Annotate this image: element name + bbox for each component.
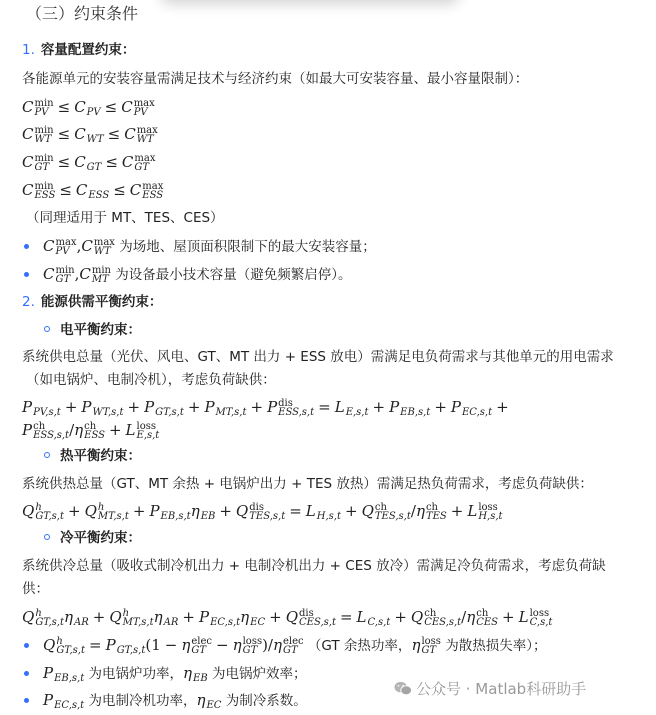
formula-pv — [22, 97, 155, 117]
math-operator: − — [216, 636, 229, 654]
math-symbol: P EB,s,t — [43, 664, 85, 684]
math-operator: ≤ — [57, 153, 71, 171]
math-symbol: P dis ESS,s,t — [267, 398, 315, 418]
math-symbol: η EB — [190, 502, 216, 522]
formula-peb — [43, 664, 84, 682]
math-symbol: Q dis TES,s,t — [235, 502, 286, 522]
bullet-text: 为电制冷机功率， — [84, 693, 197, 709]
cold-desc-1: 系统供冷总量（吸收式制冷机出力 + 电制冷机出力 + CES 放冷）需满足冷负荷需求，考虑负荷缺 — [22, 558, 606, 574]
formula-elec-1 — [22, 397, 513, 417]
math-symbol: η ch CES — [466, 608, 499, 628]
bullet-dot — [24, 244, 29, 249]
math-operator: + — [219, 502, 232, 520]
math-operator: ≤ — [57, 98, 71, 116]
math-operator: ≤ — [59, 181, 72, 199]
math-symbol: C max GT — [121, 153, 156, 173]
math-operator: + — [250, 398, 264, 416]
math-symbol: L C,s,t — [356, 608, 391, 628]
math-operator: + — [269, 608, 282, 626]
item1-heading — [22, 40, 135, 60]
math-symbol: L H,s,t — [305, 502, 341, 522]
formula-gt — [22, 152, 156, 172]
formula-eta-ec — [197, 691, 222, 709]
elec-desc-2: （如电锅炉、电制冷机），考虑负荷缺供： — [26, 372, 276, 388]
math-symbol: P EC,s,t — [450, 398, 493, 418]
math-symbol: C max WT — [81, 237, 115, 257]
math-operator: + — [132, 502, 146, 520]
math-operator: (1 — [145, 636, 161, 654]
circle-bullet — [44, 452, 50, 458]
math-symbol: η AR — [153, 608, 179, 628]
math-operator: / — [461, 608, 467, 626]
math-symbol: C min ESS — [22, 181, 56, 201]
math-operator: + — [434, 398, 447, 416]
math-symbol: P ch ESS,s,t — [22, 421, 70, 441]
math-operator: ≤ — [107, 125, 121, 143]
heat-desc: 系统供热总量（GT、MT 余热 + 电锅炉出力 + TES 放热）需满足热负荷需求，考虑负荷缺供： — [22, 476, 593, 492]
math-operator: + — [502, 608, 515, 626]
math-operator: , — [76, 237, 82, 255]
math-symbol: Q h GT,s,t — [43, 636, 86, 656]
formula-wt — [22, 124, 158, 144]
math-operator: ≤ — [105, 153, 118, 171]
math-operator: + — [127, 398, 141, 416]
wechat-icon — [394, 681, 412, 696]
math-symbol: C max ESS — [129, 181, 164, 201]
math-symbol: L loss E,s,t — [125, 421, 160, 441]
math-operator: , — [74, 265, 80, 283]
heading-text: 能源供需平衡约束： — [40, 294, 163, 310]
math-symbol: C min GT — [22, 153, 54, 173]
math-symbol: η ch TES — [415, 502, 447, 522]
math-operator: + — [68, 502, 81, 520]
math-symbol: C GT — [74, 153, 102, 173]
math-operator: + — [450, 502, 464, 520]
math-symbol: C max WT — [124, 125, 158, 145]
math-symbol: C min MT — [79, 265, 111, 285]
list-number: 2. — [22, 294, 35, 310]
math-symbol: Q h GT,s,t — [22, 502, 65, 522]
math-operator: + — [92, 608, 106, 626]
bullet-dot — [24, 272, 29, 277]
bullet-eb — [22, 663, 307, 683]
heading-text: 热平衡约束： — [60, 448, 141, 464]
circle-bullet — [44, 326, 50, 332]
formula-min — [43, 265, 111, 283]
formula-pec — [43, 691, 84, 709]
formula-max — [43, 237, 115, 255]
math-operator: + — [182, 608, 195, 626]
bullet-text: 为电锅炉功率， — [84, 666, 184, 682]
math-symbol: P EB,s,t — [149, 502, 191, 522]
math-symbol: η elec GT — [181, 636, 213, 656]
bullet-text: 为设备最小技术容量（避免频繁启停）。 — [111, 267, 352, 283]
list-number: 1. — [22, 42, 35, 58]
math-symbol: P PV,s,t — [22, 398, 61, 418]
watermark-text: 公众号 · Matlab科研助手 — [416, 680, 587, 698]
math-operator: / — [410, 502, 416, 520]
heat-heading — [44, 446, 141, 466]
math-symbol: Q ch CES,s,t — [410, 608, 462, 628]
math-operator: ≤ — [113, 181, 126, 199]
math-operator: + — [496, 398, 509, 416]
math-symbol: C min GT — [43, 265, 75, 285]
math-symbol: C ESS — [75, 181, 110, 201]
item1-intro: 各能源单元的安装容量需满足技术与经济约束（如最大可安装容量、最小容量限制）： — [22, 71, 529, 87]
cold-desc-2: 供： — [22, 581, 49, 597]
math-symbol: C max PV — [43, 237, 77, 257]
section-title: （三）约束条件 — [26, 4, 139, 23]
math-symbol: P GT,s,t — [144, 398, 184, 418]
math-symbol: η loss GT — [411, 636, 441, 656]
math-operator: ≤ — [104, 98, 118, 116]
math-symbol: L loss C,s,t — [518, 608, 553, 628]
math-operator: + — [345, 502, 358, 520]
math-operator: )/ — [262, 636, 273, 654]
bullet-text: 为制冷系数。 — [221, 693, 307, 709]
math-symbol: Q h MT,s,t — [109, 608, 154, 628]
formula-elec-2 — [22, 420, 159, 440]
bullet-text: 为场地、屋顶面积限制下的最大安装容量； — [114, 239, 376, 255]
math-symbol: P MT,s,t — [204, 398, 247, 418]
formula-qgt — [43, 636, 304, 654]
formula-cold — [22, 607, 552, 627]
math-symbol: L E,s,t — [334, 398, 369, 418]
math-operator: + — [394, 608, 407, 626]
math-symbol: C WT — [74, 125, 104, 145]
math-operator: + — [187, 398, 201, 416]
math-operator: − — [164, 636, 178, 654]
math-operator: ≤ — [57, 125, 71, 143]
math-symbol: P EB,s,t — [389, 398, 431, 418]
bullet-text: 为电锅炉效率； — [207, 666, 307, 682]
math-symbol: η EC — [240, 608, 266, 628]
math-symbol: Q dis CES,s,t — [285, 608, 336, 628]
bullet-max-capacity — [22, 236, 376, 256]
bullet-gt-heat — [22, 635, 546, 655]
math-operator: = — [89, 636, 102, 654]
elec-desc-1: 系统供电总量（光伏、风电、GT、MT 出力 + ESS 放电）需满足电负荷需求与其他单元的用电需求 — [22, 349, 614, 365]
formula-ess — [22, 180, 163, 200]
math-operator: / — [69, 421, 75, 439]
bullet-dot — [24, 671, 29, 676]
math-symbol: P WT,s,t — [81, 398, 124, 418]
heading-text: 电平衡约束： — [60, 322, 141, 338]
math-operator: = — [289, 502, 302, 520]
math-symbol: P EC,s,t — [198, 608, 241, 628]
math-symbol: C min WT — [22, 125, 54, 145]
math-symbol: C PV — [74, 98, 101, 118]
watermark — [394, 678, 586, 699]
elec-heading — [44, 320, 141, 340]
bullet-ec — [22, 690, 307, 710]
bullet-text: （GT 余热功率， — [303, 638, 412, 654]
math-operator: + — [64, 398, 78, 416]
bullet-min-capacity — [22, 264, 352, 284]
math-symbol: η AR — [64, 608, 89, 628]
math-symbol: C max PV — [121, 98, 155, 118]
math-symbol: η loss GT — [232, 636, 263, 656]
math-symbol: C min PV — [22, 98, 54, 118]
math-symbol: η EB — [183, 664, 208, 684]
cold-heading — [44, 528, 141, 548]
math-operator: + — [108, 421, 122, 439]
bullet-dot — [24, 698, 29, 703]
math-symbol: Q h GT,s,t — [22, 608, 65, 628]
item1-note: （同理适用于 MT、TES、CES） — [26, 210, 224, 226]
formula-eta-loss — [411, 636, 440, 654]
math-symbol: η EC — [196, 691, 222, 711]
heading-text: 冷平衡约束： — [60, 530, 141, 546]
math-operator: = — [318, 398, 331, 416]
math-symbol: Q ch TES,s,t — [361, 502, 411, 522]
math-symbol: P EC,s,t — [43, 691, 85, 711]
math-symbol: Q h MT,s,t — [84, 502, 129, 522]
math-symbol: η ch ESS — [74, 421, 105, 441]
formula-heat — [22, 501, 503, 521]
math-symbol: P GT,s,t — [105, 636, 146, 656]
math-symbol: L loss H,s,t — [467, 502, 503, 522]
math-operator: = — [339, 608, 353, 626]
heading-text: 容量配置约束： — [40, 42, 136, 58]
bullet-text: 为散热损失率）； — [440, 638, 547, 654]
item2-heading — [22, 292, 162, 312]
circle-bullet — [44, 534, 50, 540]
formula-eta-eb — [183, 664, 208, 682]
math-symbol: η elec GT — [272, 636, 304, 656]
math-operator: + — [372, 398, 386, 416]
bullet-dot — [24, 643, 29, 648]
